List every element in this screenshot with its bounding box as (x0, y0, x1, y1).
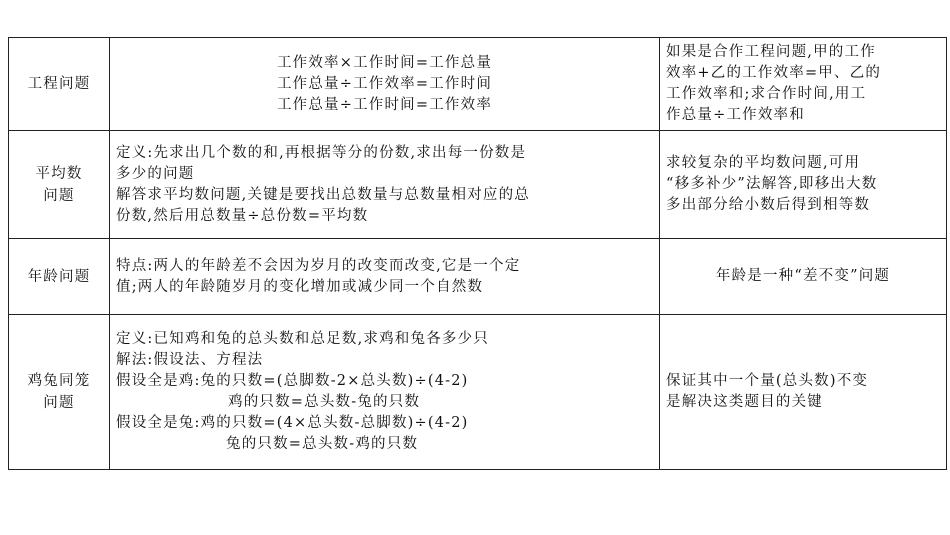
row-title: 年龄问题 (27, 268, 91, 285)
note-line: 是解决这类题目的关键 (666, 394, 823, 410)
table-row (9, 38, 947, 131)
content-line: 份数,然后用总数量÷总份数=平均数 (116, 207, 369, 224)
content-line: 假设全是兔:鸡的只数=(4×总头数-总脚数)÷(4-2) (116, 415, 469, 431)
content-line: 兔的只数=总头数-鸡的只数 (226, 436, 419, 452)
note-cell (660, 131, 947, 239)
row-title-line: 问题 (43, 187, 75, 204)
note-cell (660, 315, 947, 470)
note-cell (660, 38, 947, 131)
row-title-line: 问题 (43, 395, 75, 411)
note-line: “移多补少”法解答,即移出大数 (666, 176, 878, 192)
content-line: 解答求平均数问题,关键是要找出总数量与总数量相对应的总 (116, 186, 531, 203)
table-row (9, 239, 947, 315)
row-title-cell (9, 131, 110, 239)
content-line: 值;两人的年龄随岁月的变化增加或减少同一个自然数 (116, 278, 484, 295)
note-cell (660, 239, 947, 315)
row-title-line: 鸡兔同笼 (27, 373, 91, 389)
note-line: 作总量÷工作效率和 (666, 107, 805, 123)
formula-line: 工作效率×工作时间=工作总量 (276, 54, 493, 71)
content-line: 定义:先求出几个数的和,再根据等分的份数,求出每一份数是 (116, 144, 527, 161)
formula-line: 工作总量÷工作效率=工作时间 (276, 75, 493, 92)
content-line: 解法:假设法、方程法 (116, 352, 264, 368)
content-line: 假设全是鸡:兔的只数=(总脚数-2×总头数)÷(4-2) (116, 373, 469, 389)
row-title-cell (9, 38, 110, 131)
row-title: 工程问题 (27, 76, 91, 92)
note-line: 多出部分给小数后得到相等数 (666, 197, 871, 213)
content-line: 定义:已知鸡和兔的总头数和总足数,求鸡和兔各多少只 (116, 331, 489, 347)
content-cell (110, 239, 660, 315)
note-line: 如果是合作工程问题,甲的工作 (666, 44, 876, 60)
table-row (9, 315, 947, 470)
row-title-cell (9, 315, 110, 470)
note-line: 年龄是一种“差不变”问题 (715, 268, 891, 284)
content-cell (110, 315, 660, 470)
content-line: 鸡的只数=总头数-兔的只数 (228, 394, 421, 410)
note-line: 求较复杂的平均数问题,可用 (666, 155, 861, 171)
note-line: 工作效率和;求合作时间,用工 (666, 86, 867, 102)
content-cell (110, 38, 660, 131)
table-row (9, 131, 947, 239)
knowledge-table (8, 37, 947, 470)
note-line: 保证其中一个量(总头数)不变 (666, 373, 869, 389)
row-title-line: 平均数 (35, 165, 83, 182)
row-title-cell (9, 239, 110, 315)
content-line: 特点:两人的年龄差不会因为岁月的改变而改变,它是一个定 (116, 257, 521, 274)
content-cell (110, 131, 660, 239)
formula-line: 工作总量÷工作时间=工作效率 (276, 96, 493, 113)
note-line: 效率+乙的工作效率=甲、乙的 (666, 65, 882, 81)
content-line: 多少的问题 (116, 165, 195, 182)
